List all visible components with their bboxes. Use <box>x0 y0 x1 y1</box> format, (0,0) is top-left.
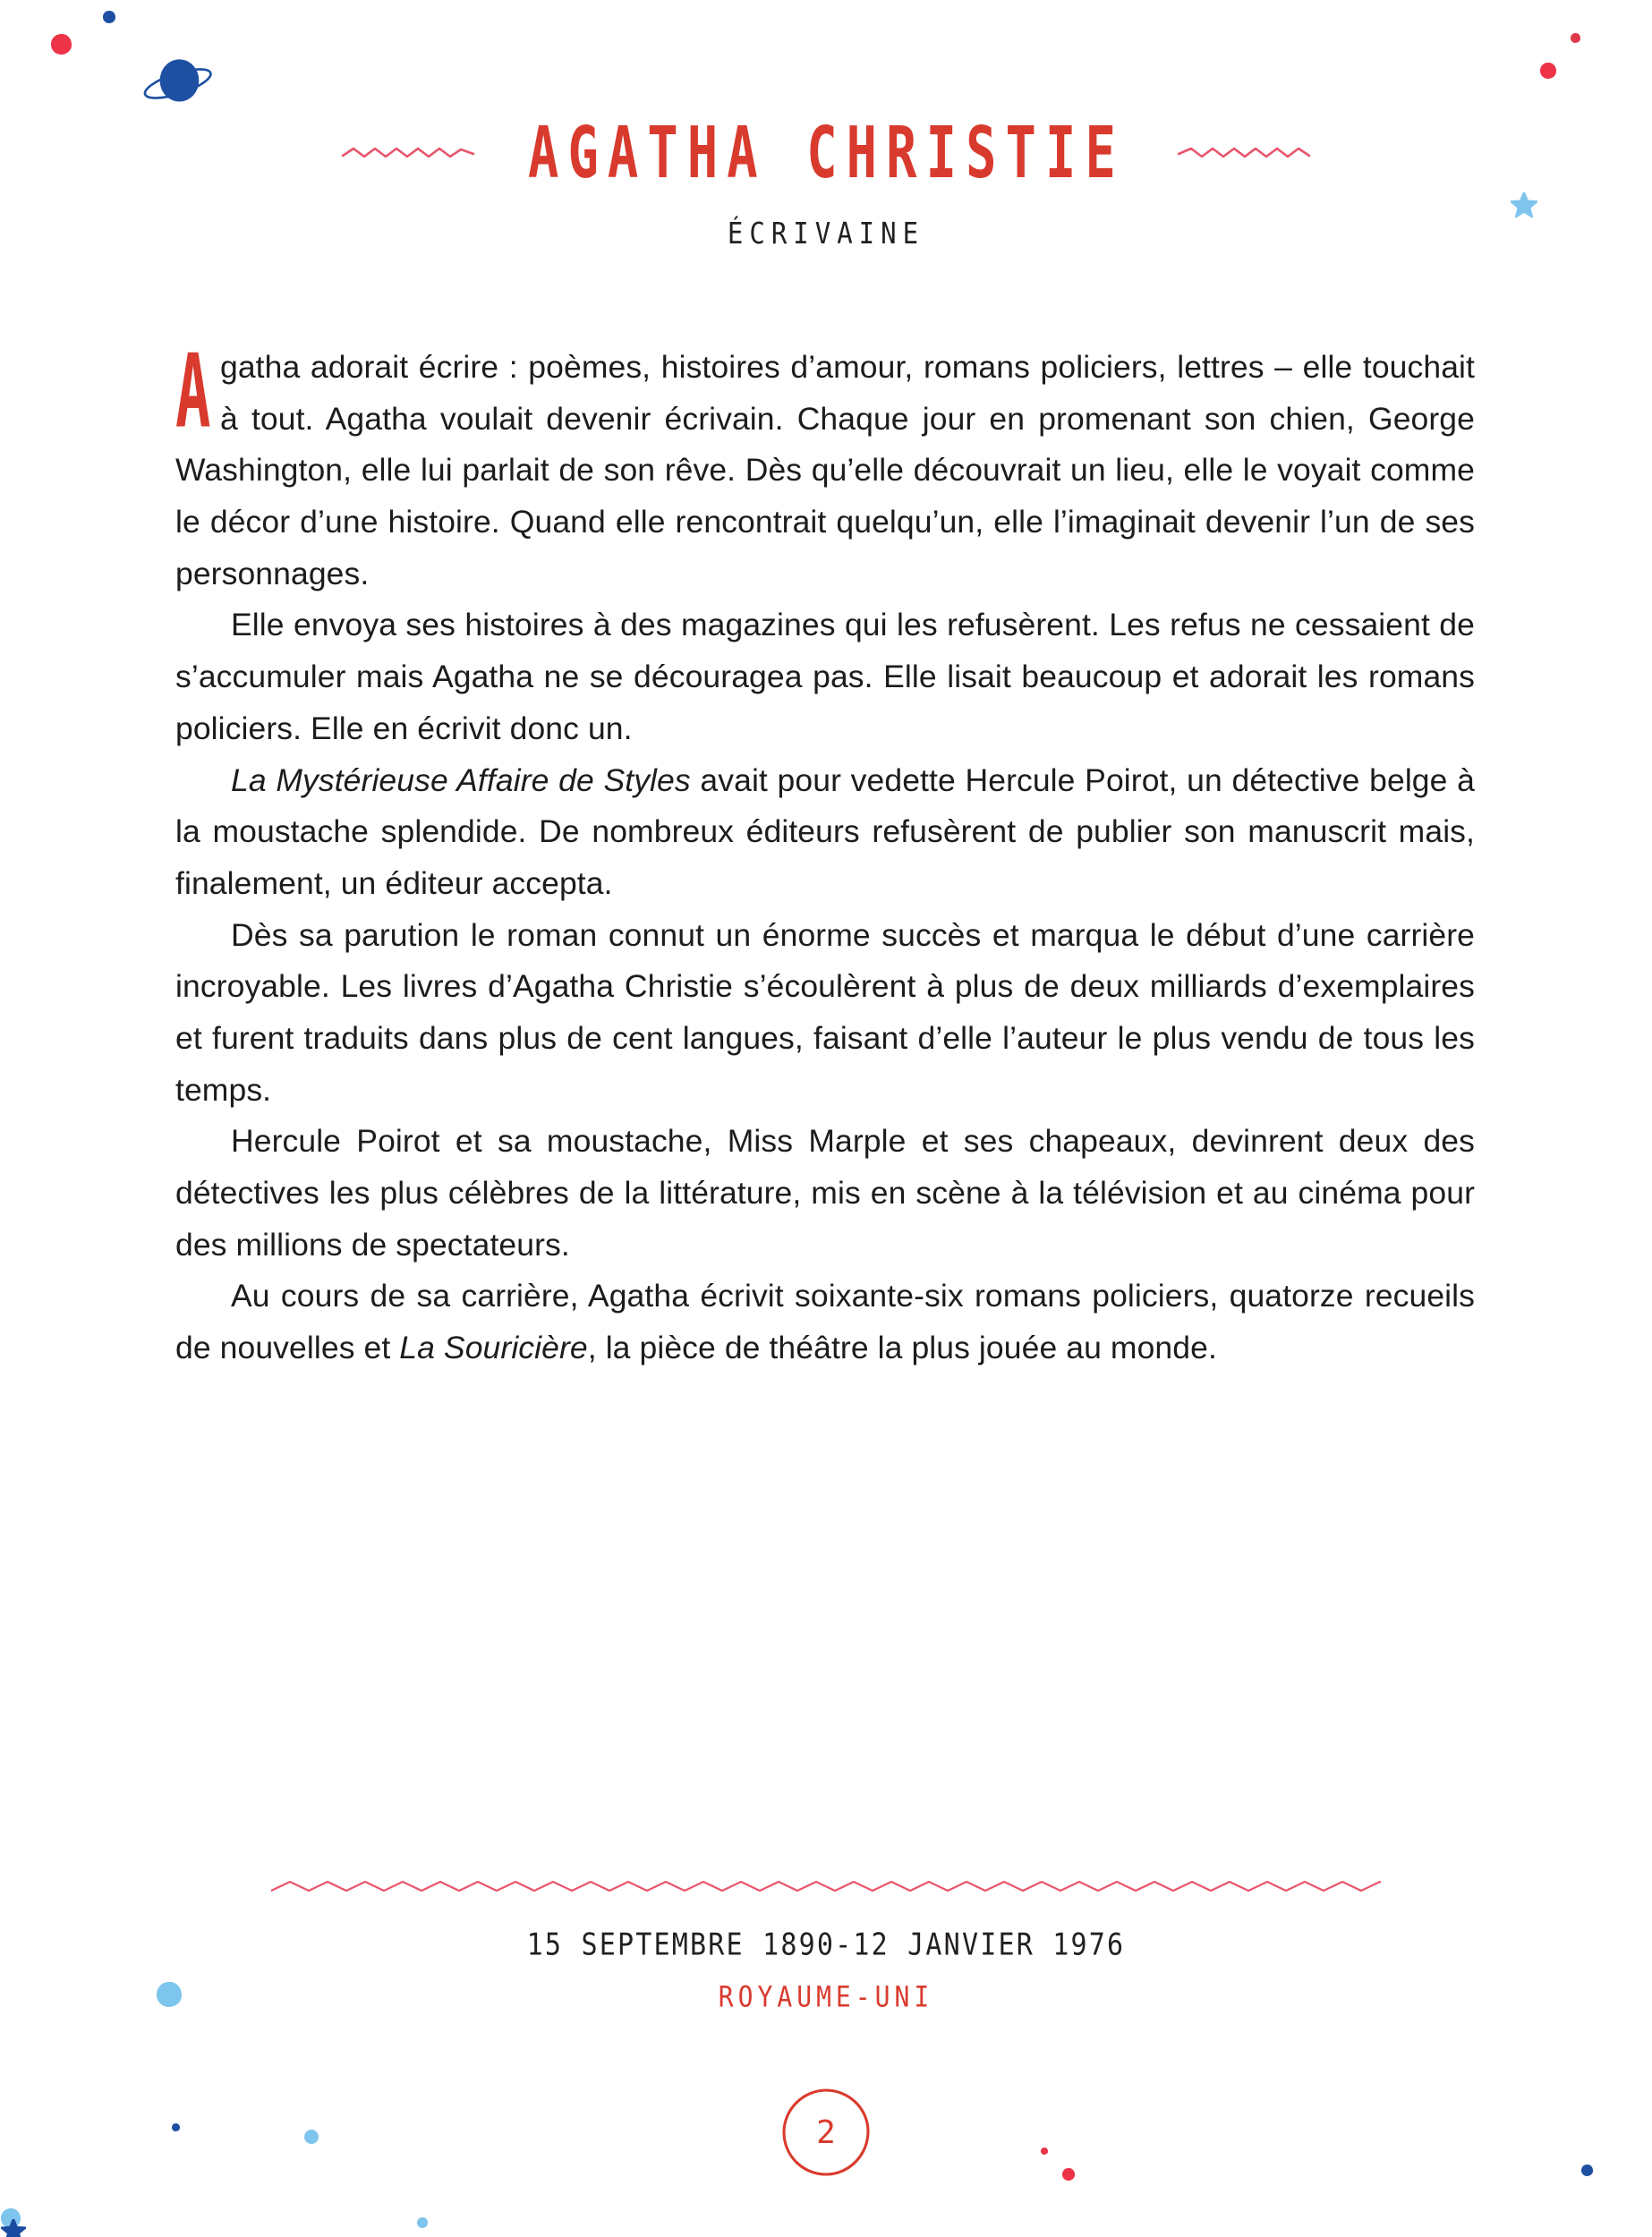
page-title: AGATHA CHRISTIE <box>527 110 1125 195</box>
book-title-souriciere: La Souricière <box>399 1330 588 1366</box>
paragraph-6 <box>175 1271 1475 1374</box>
paragraph-3 <box>175 755 1475 910</box>
page-footer <box>0 1877 1652 2012</box>
saturn-planet-top-left <box>139 43 217 121</box>
paragraph-1-text: gatha adorait écrire : poèmes, histoires d’amour, romans policiers, lettres – elle touchait à tout. Agatha voulait devenir écrivain. Chaque jour en promenant son chien, George Washington, elle lui parlait de son rêve. Dès qu’elle découvrait un lieu, elle le voyait comme le décor d’une histoire. Quand elle rencontrait quelqu’un, elle l’imaginait devenir l’un de ses personnages. <box>175 349 1475 591</box>
blue-dot-small-bottom-left <box>172 2123 180 2131</box>
page-number: 2 <box>816 2114 836 2151</box>
red-dot-top-right <box>1540 63 1556 79</box>
title-row <box>0 110 1652 195</box>
footer-zigzag-divider <box>271 1877 1381 1895</box>
navy-star-bottom-left <box>1 2219 26 2237</box>
light-blue-dot-bottom-left <box>1 2208 21 2228</box>
paragraph-2 <box>175 600 1475 754</box>
blue-dot-small-top-left <box>103 11 115 23</box>
paragraph-6-text-after: , la pièce de théâtre la plus jouée au monde. <box>587 1330 1217 1366</box>
drop-cap: A <box>175 332 211 451</box>
paragraph-6-text-before: Au cours de sa carrière, Agatha écrivit soixante-six romans policiers, quatorze recueils de nouvelles et <box>175 1278 1475 1366</box>
blue-dot-bottom-right <box>1581 2165 1593 2176</box>
squiggle-right-icon <box>1177 141 1311 165</box>
paragraph-5 <box>175 1116 1475 1271</box>
paragraph-4 <box>175 910 1475 1117</box>
paragraph-5-text: Hercule Poirot et sa moustache, Miss Marple et ses chapeaux, devinrent deux des détectives les plus célèbres de la littérature, mis en scène à la télévision et au cinéma pour des millions de spectateurs. <box>175 1123 1475 1263</box>
book-title-styles: La Mystérieuse Affaire de Styles <box>231 761 691 798</box>
red-dot-top-left <box>51 34 72 55</box>
paragraph-4-text: Dès sa parution le roman connut un énorme succès et marqua le début d’une carrière incroyable. Les livres d’Agatha Christie s’écoulèrent à plus de deux milliards d’exemplaires et furent traduits dans plus de cent langues, faisant d’elle l’auteur le plus vendu de tous les temps. <box>175 916 1475 1108</box>
red-dot-bottom <box>1062 2168 1075 2181</box>
squiggle-left-icon <box>341 141 475 165</box>
light-blue-dot-lower-left <box>304 2130 319 2144</box>
light-blue-dot-bottom <box>417 2217 428 2228</box>
article-body <box>175 332 1475 1374</box>
life-dates: 15 SEPTEMBRE 1890-12 JANVIER 1976 <box>526 1927 1126 1963</box>
paragraph-2-text: Elle envoya ses histoires à des magazines qui les refusèrent. Les refus ne cessaient de s’accumuler mais Agatha ne se découragea pas. Elle lisait beaucoup et adorait les romans policiers. Elle en écrivit donc un. <box>175 607 1475 746</box>
red-dot-small-top-right <box>1571 33 1580 43</box>
paragraph-1 <box>175 332 1475 600</box>
page-number-badge <box>777 2083 875 2182</box>
page-header <box>0 110 1652 251</box>
navy-star-bottom-left-icon <box>1 2219 26 2237</box>
page-subtitle: ÉCRIVAINE <box>727 216 925 251</box>
country-label: ROYAUME-UNI <box>718 1979 934 2014</box>
paragraph-3-text: avait pour vedette Hercule Poirot, un détective belge à la moustache splendide. De nombreux éditeurs refusèrent de publier son manuscrit mais, finalement, un éditeur accepta. <box>175 761 1475 901</box>
saturn-planet-icon <box>139 43 217 121</box>
red-dot-small-bottom <box>1041 2148 1048 2155</box>
